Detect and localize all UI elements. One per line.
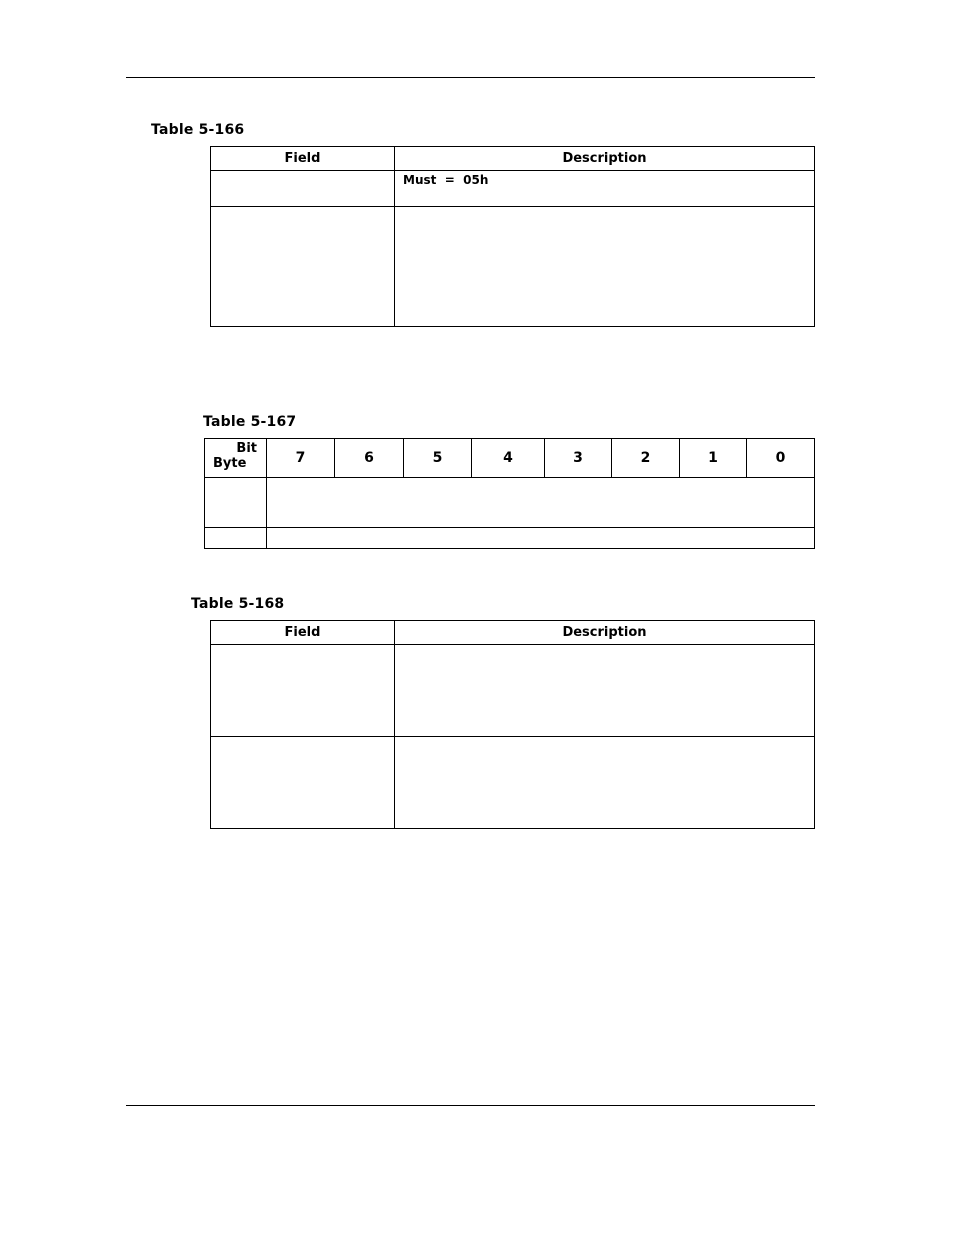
table-row <box>211 645 815 737</box>
description-header: Description <box>395 621 815 645</box>
field-cell <box>211 207 395 327</box>
field-cell <box>211 171 395 207</box>
header-rule <box>126 77 815 78</box>
field-header: Field <box>211 147 395 171</box>
table-row <box>205 528 815 549</box>
description-cell <box>395 171 815 207</box>
table-row <box>211 171 815 207</box>
table-167-caption: Table 5-167 <box>203 414 297 430</box>
bit-label: Bit <box>236 441 257 456</box>
description-cell <box>395 737 815 829</box>
bit-0-header: 0 <box>747 439 815 478</box>
table-row <box>211 207 815 327</box>
table-168-caption: Table 5-168 <box>191 596 285 612</box>
byte-cell <box>205 478 267 528</box>
description-header: Description <box>395 147 815 171</box>
table-row <box>205 478 815 528</box>
bit-2-header: 2 <box>612 439 680 478</box>
byte-content-cell <box>267 528 815 549</box>
footer-rule <box>126 1105 815 1106</box>
bit-6-header: 6 <box>335 439 404 478</box>
table-168 <box>210 620 815 829</box>
bit-5-header: 5 <box>404 439 472 478</box>
field-cell <box>211 737 395 829</box>
field-header: Field <box>211 621 395 645</box>
bit-byte-corner-cell <box>205 439 267 478</box>
table-row <box>211 737 815 829</box>
description-text: Must = 05h <box>403 173 489 187</box>
field-cell <box>211 645 395 737</box>
bit-7-header: 7 <box>267 439 335 478</box>
table-167 <box>204 438 815 549</box>
byte-label: Byte <box>213 456 247 471</box>
table-166 <box>210 146 815 327</box>
table-166-caption: Table 5-166 <box>151 122 245 138</box>
bit-4-header: 4 <box>472 439 545 478</box>
description-cell <box>395 207 815 327</box>
byte-cell <box>205 528 267 549</box>
bit-3-header: 3 <box>545 439 612 478</box>
bit-1-header: 1 <box>680 439 747 478</box>
description-cell <box>395 645 815 737</box>
byte-content-cell <box>267 478 815 528</box>
